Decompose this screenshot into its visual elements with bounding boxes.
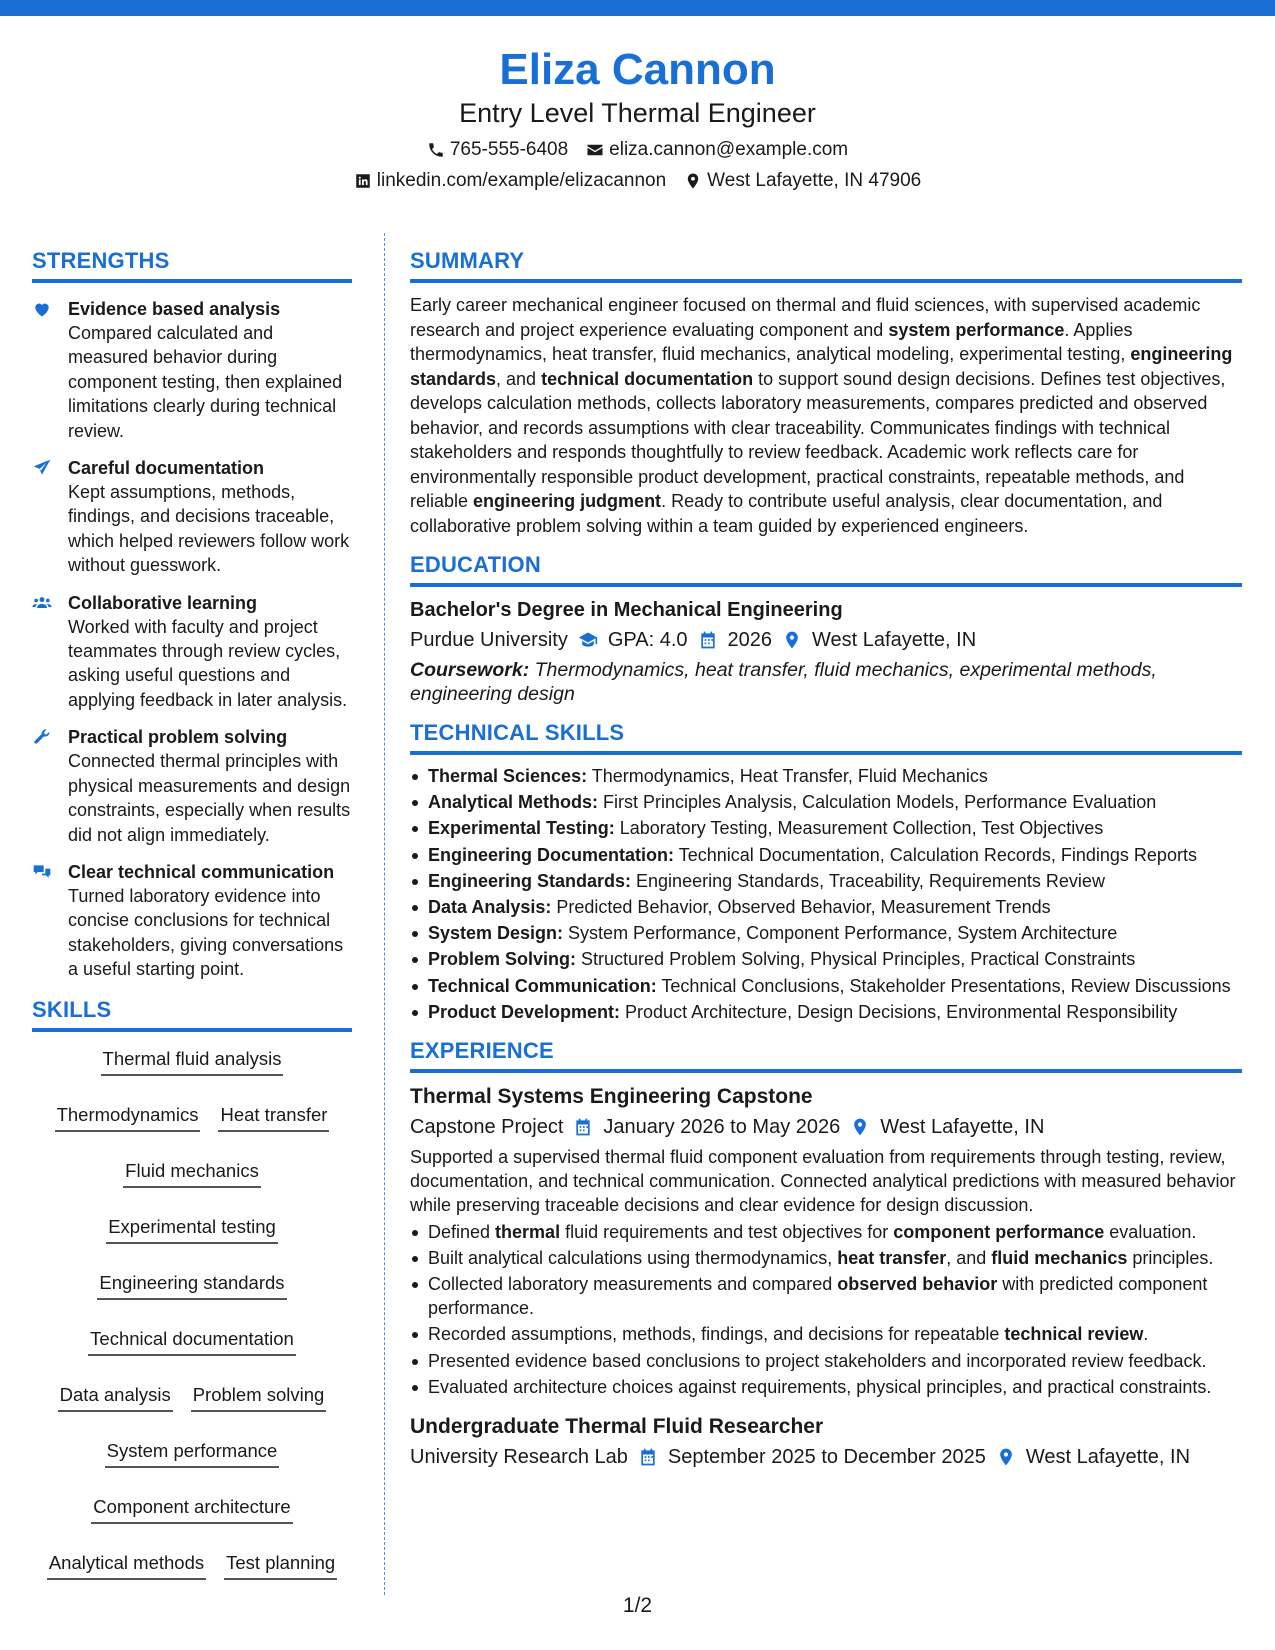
list-item: Presented evidence based conclusions to project stakeholders and incorporated review feedback. (410, 1349, 1242, 1373)
job-dates: January 2026 to May 2026 (603, 1116, 841, 1139)
list-item: Data Analysis: Predicted Behavior, Observed Behavior, Measurement Trends (410, 895, 1242, 919)
job-meta (410, 1443, 1242, 1471)
school-name: Purdue University (410, 629, 568, 651)
skill-tag: Test planning (224, 1550, 337, 1580)
strength-item (32, 725, 352, 847)
calendar-icon (573, 1117, 593, 1137)
email-contact[interactable] (586, 138, 848, 162)
experience-heading: EXPERIENCE (410, 1036, 1242, 1073)
skill-tag: Thermodynamics (55, 1102, 201, 1132)
coursework-text: Thermodynamics, heat transfer, fluid mechanics, experimental methods, engineering design (410, 659, 1157, 705)
graduation-cap-icon (578, 630, 598, 650)
job-org: Capstone Project (410, 1116, 564, 1139)
users-icon (32, 593, 52, 613)
skills-tag-list (32, 1046, 352, 1580)
linkedin-text: linkedin.com/example/elizacannon (376, 170, 667, 191)
strength-desc: Worked with faculty and project teammates through review cycles, asking useful questions and applying feedback in later analysis. (68, 616, 348, 710)
gpa: GPA: 4.0 (607, 629, 688, 651)
education-section (410, 550, 1242, 706)
coursework (410, 658, 1242, 706)
graduation-year: 2026 (727, 629, 773, 651)
strength-desc: Compared calculated and measured behavior during component testing, then explained limitations clearly during technical review. (68, 323, 343, 441)
contact-row-1 (0, 138, 1275, 162)
top-accent-bar (0, 0, 1275, 16)
list-item: Problem Solving: Structured Problem Solving, Physical Principles, Practical Constraints (410, 947, 1242, 971)
right-column (410, 246, 1242, 1483)
linkedin-contact[interactable] (354, 169, 666, 193)
technical-skills-heading: TECHNICAL SKILLS (410, 718, 1242, 755)
summary-heading: SUMMARY (410, 246, 1242, 283)
list-item: Thermal Sciences: Thermodynamics, Heat Transfer, Fluid Mechanics (410, 764, 1242, 788)
skill-tag: Data analysis (58, 1382, 173, 1412)
skill-tag: Engineering standards (97, 1270, 286, 1300)
skill-tag: Technical documentation (88, 1326, 296, 1356)
skill-tag: Analytical methods (47, 1550, 206, 1580)
strength-desc: Connected thermal principles with physical measurements and design constraints, especially when results did not align immediately. (68, 751, 351, 845)
skill-tag: Problem solving (191, 1382, 327, 1412)
candidate-name: Eliza Cannon (499, 45, 776, 94)
email-text: eliza.cannon@example.com (609, 139, 849, 160)
list-item: Evaluated architecture choices against requirements, physical principles, and practical constraints. (410, 1375, 1242, 1399)
job-location: West Lafayette, IN (1025, 1446, 1191, 1469)
job-description: Supported a supervised thermal fluid component evaluation from requirements through testing, review, documentation, and technical communication. Connected analytical predictions with measured behavior while preserving traceable decisions and clear evidence for design discussion. (410, 1147, 1236, 1216)
skill-tag: Heat transfer (218, 1102, 329, 1132)
candidate-title: Entry Level Thermal Engineer (459, 98, 816, 128)
phone-contact[interactable] (427, 138, 568, 162)
location-text: West Lafayette, IN 47906 (707, 170, 922, 191)
job-org: University Research Lab (410, 1446, 628, 1469)
list-item: Analytical Methods: First Principles Analysis, Calculation Models, Performance Evaluation (410, 790, 1242, 814)
strength-title: Clear technical communication (68, 861, 335, 882)
skill-tag: Fluid mechanics (123, 1158, 261, 1188)
technical-skills-list (410, 764, 1242, 1024)
list-item: Defined thermal fluid requirements and test objectives for component performance evaluation. (410, 1220, 1242, 1244)
phone-text: 765-555-6408 (449, 139, 569, 160)
list-item: System Design: System Performance, Component Performance, System Architecture (410, 921, 1242, 945)
map-pin-icon (996, 1447, 1016, 1467)
job-title: Thermal Systems Engineering Capstone (410, 1085, 813, 1109)
strength-desc: Kept assumptions, methods, findings, and decisions traceable, which helped reviewers follow work without guesswork. (68, 482, 350, 576)
strength-item (32, 591, 352, 713)
left-column (32, 246, 352, 1580)
wrench-icon (32, 727, 52, 747)
strength-title: Collaborative learning (68, 592, 258, 613)
strength-desc: Turned laboratory evidence into concise conclusions for technical stakeholders, giving conversations a useful starting point. (68, 885, 344, 980)
list-item: Engineering Documentation: Technical Documentation, Calculation Records, Findings Reports (410, 843, 1242, 867)
strengths-list (32, 297, 352, 982)
resume-header (0, 44, 1275, 193)
strength-item (32, 860, 352, 982)
job-title: Undergraduate Thermal Fluid Researcher (410, 1415, 824, 1439)
list-item: Built analytical calculations using thermodynamics, heat transfer, and fluid mechanics principles. (410, 1246, 1242, 1270)
summary-text: Early career mechanical engineer focused on thermal and fluid sciences, with supervised academic research and project experience evaluating component and system performance. Applies thermodynamics, heat transfer, fluid mechanics, analytical modeling, experimental testing, engineering standards, and technical documentation to support sound design decisions. Defines test objectives, develops calculation methods, collects laboratory measurements, compares predicted and observed behavior, and records assumptions with clear traceability. Communicates findings with technical stakeholders and responds thoughtfully to review feedback. Academic work reflects care for environmentally responsible product development, practical constraints, repeatable methods, and reliable engineering judgment. Ready to contribute useful analysis, clear documentation, and collaborative problem solving within a team guided by experienced engineers. (410, 295, 1233, 536)
skill-tag: System performance (105, 1438, 280, 1468)
technical-skills-section (410, 718, 1242, 1024)
job-meta (410, 1113, 1242, 1141)
summary-section (410, 246, 1242, 538)
map-pin-icon (850, 1117, 870, 1137)
list-item: Recorded assumptions, methods, findings, and decisions for repeatable technical review. (410, 1322, 1242, 1346)
list-item: Technical Communication: Technical Conclusions, Stakeholder Presentations, Review Discussions (410, 974, 1242, 998)
experience-section (410, 1036, 1242, 1471)
list-item: Experimental Testing: Laboratory Testing, Measurement Collection, Test Objectives (410, 816, 1242, 840)
map-pin-icon (782, 630, 802, 650)
page-number: 1/2 (622, 1594, 653, 1617)
linkedin-icon (354, 172, 372, 190)
strength-item (32, 297, 352, 443)
strength-title: Practical problem solving (68, 727, 288, 748)
school-location: West Lafayette, IN (812, 629, 977, 651)
comments-icon (32, 862, 52, 882)
job-bullets (410, 1220, 1242, 1399)
skill-tag: Experimental testing (106, 1214, 278, 1244)
skill-tag: Component architecture (91, 1494, 292, 1524)
coursework-label: Coursework: (410, 659, 530, 681)
education-heading: EDUCATION (410, 550, 1242, 587)
calendar-icon (698, 630, 718, 650)
location-contact (684, 169, 921, 193)
phone-icon (427, 141, 445, 159)
skill-tag: Thermal fluid analysis (101, 1046, 284, 1076)
list-item: Product Development: Product Architecture, Design Decisions, Environmental Responsibility (410, 1000, 1242, 1024)
skills-heading: SKILLS (32, 995, 352, 1032)
map-pin-icon (684, 172, 702, 190)
degree-title: Bachelor's Degree in Mechanical Engineering (410, 599, 843, 621)
contact-row-2 (0, 169, 1275, 193)
strength-title: Careful documentation (68, 458, 265, 479)
heart-icon (32, 299, 52, 319)
list-item: Engineering Standards: Engineering Standards, Traceability, Requirements Review (410, 869, 1242, 893)
strengths-heading: STRENGTHS (32, 246, 352, 283)
calendar-icon (638, 1447, 658, 1467)
list-item: Collected laboratory measurements and compared observed behavior with predicted component performance. (410, 1272, 1242, 1320)
envelope-icon (586, 141, 604, 159)
job-dates: September 2025 to December 2025 (667, 1446, 986, 1469)
paper-plane-icon (32, 458, 52, 478)
strength-item (32, 456, 352, 578)
column-divider (384, 233, 385, 1595)
strength-title: Evidence based analysis (68, 299, 281, 319)
job-location: West Lafayette, IN (880, 1116, 1045, 1139)
education-meta (410, 626, 1242, 654)
